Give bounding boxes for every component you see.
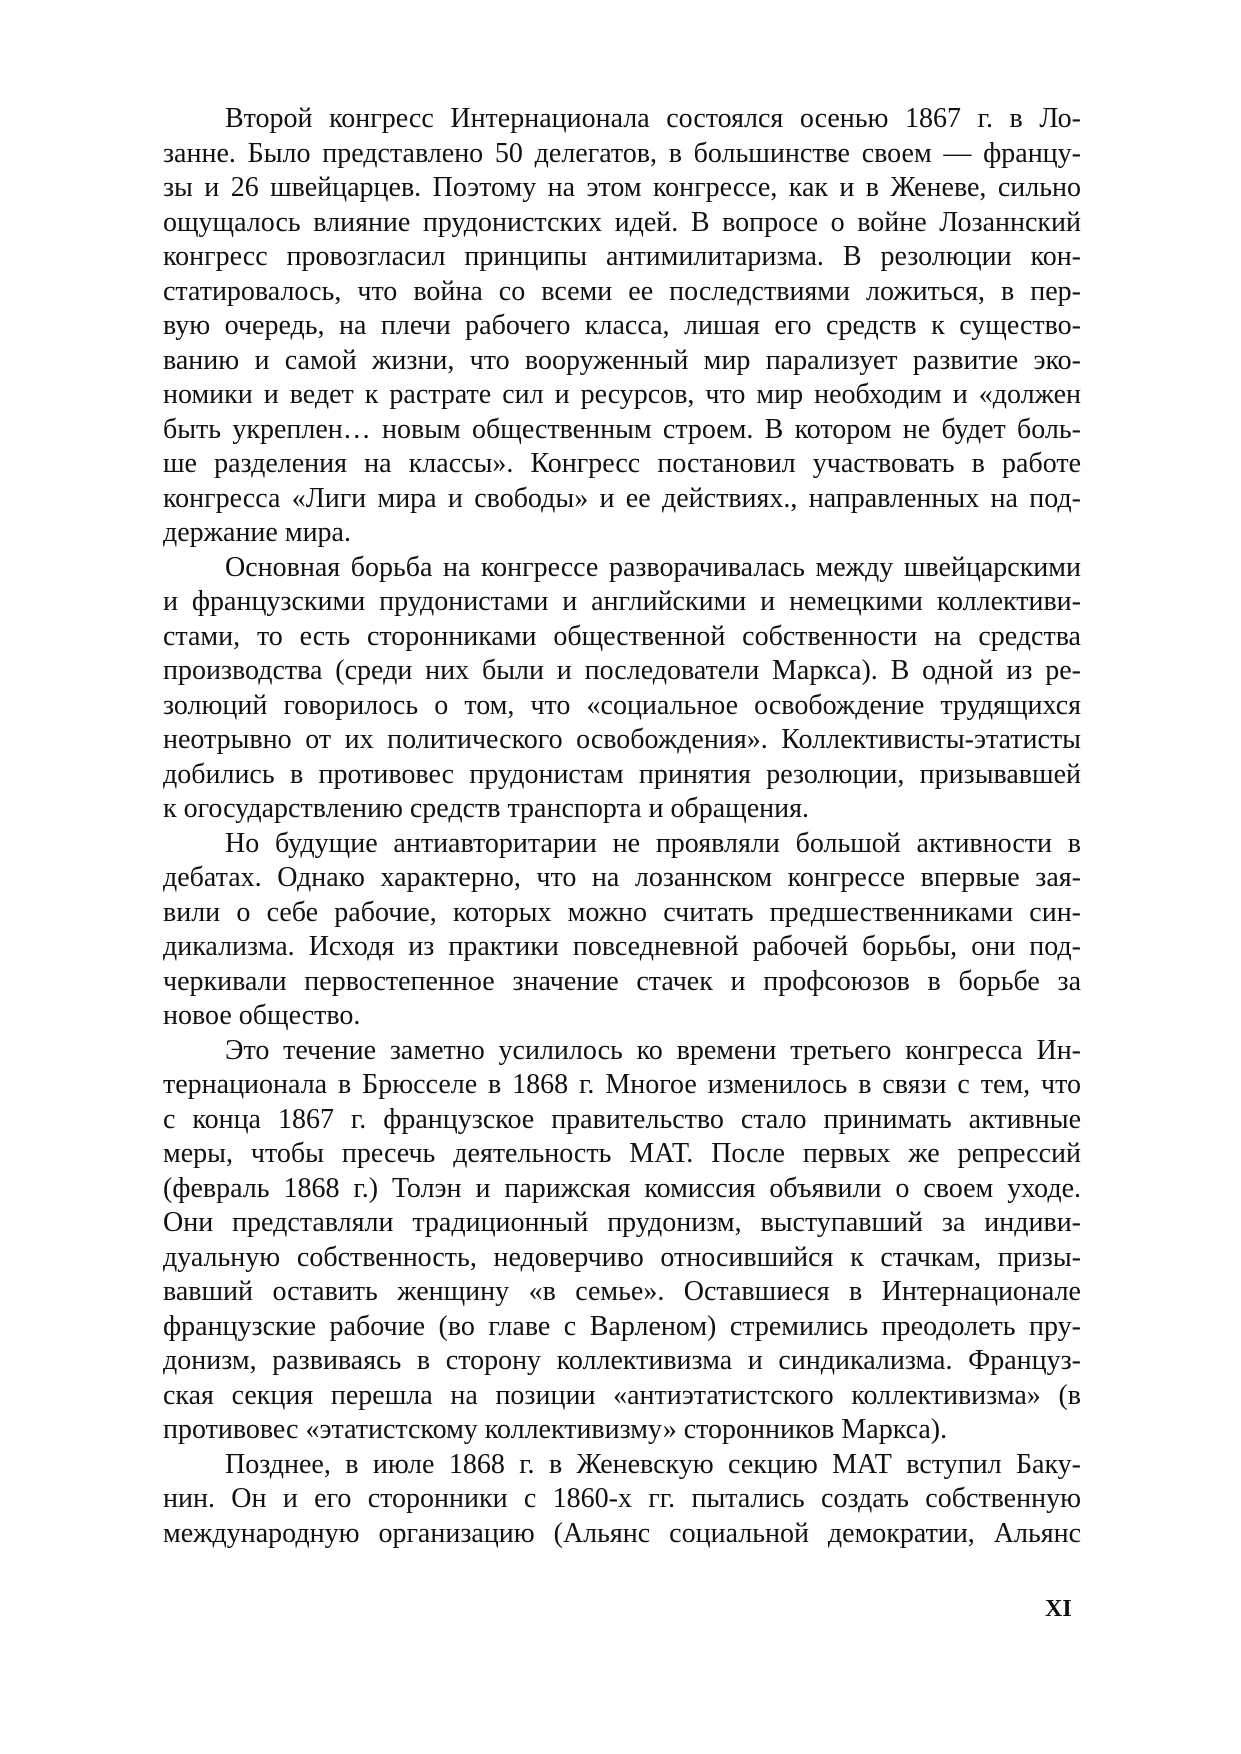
text-line: дебатах. Однако характерно, что на лозаннском конгрессе впервые зая- [163,862,1081,893]
text-line: конгресс провозгласил принципы антимилитаризма. В резолюции кон- [163,241,1081,272]
body-text [163,102,1081,1551]
text-line: Это течение заметно усилилось ко времени третьего конгресса Ин- [225,1034,1081,1066]
text-line: тернационала в Брюсселе в 1868 г. Многое изменилось в связи с тем, что [163,1069,1081,1100]
text-line: золюций говорилось о том, что «социальное освобождение трудящихся [163,689,1081,721]
text-line: противовес «этатистскому коллективизму» сторонников Маркса). [163,1414,948,1445]
text-line: нин. Он и его сторонники с 1860-х гг. пытались создать собственную [163,1483,1081,1514]
text-line: ощущалось влияние прудонистских идей. В вопросе о войне Лозаннский [163,206,1081,238]
paragraph [163,102,1081,551]
text-line: стами, то есть сторонниками общественной собственности на средства [163,620,1081,652]
text-line: Но будущие антиавторитарии не проявляли большой активности в [225,827,1081,859]
text-line: меры, чтобы пресечь деятельность МАТ. После первых же репрессий [163,1138,1081,1169]
text-line: (февраль 1868 г.) Толэн и парижская комиссия объявили о своем уходе. [163,1172,1081,1204]
text-line: Они представляли традиционный прудонизм, выступавший за индиви- [163,1207,1081,1238]
text-line: занне. Было представлено 50 делегатов, в большинстве своем — францу- [163,137,1081,169]
text-line: и французскими прудонистами и английскими и немецкими коллективи- [163,586,1081,617]
text-line: быть укреплен… новым общественным строем. В котором не будет боль- [163,413,1081,445]
text-line: дикализма. Исходя из практики повседневной рабочей борьбы, они под- [163,931,1081,962]
text-line: с конца 1867 г. французское правительство стало принимать активные [163,1103,1081,1135]
text-line: французские рабочие (во главе с Варленом) стремились преодолеть пру- [163,1310,1081,1342]
text-line: международную организацию (Альянс социальной демократии, Альянс [163,1517,1081,1549]
text-line: добились в противовес прудонистам принятия резолюции, призывавшей [163,758,1081,790]
paragraph [163,1448,1081,1552]
paragraph [163,551,1081,827]
text-line: дуальную собственность, недоверчиво относившийся к стачкам, призы- [163,1241,1081,1273]
text-line: донизм, развиваясь в сторону коллективизма и синдикализма. Француз- [163,1345,1081,1376]
paragraph [163,1034,1081,1448]
text-line: Позднее, в июле 1868 г. в Женевскую секцию МАТ вступил Баку- [225,1448,1081,1480]
text-line: Второй конгресс Интернационала состоялся осенью 1867 г. в Ло- [225,103,1081,134]
text-line: вавший оставить женщину «в семье». Оставшиеся в Интернационале [163,1276,1081,1307]
text-line: ская секция перешла на позиции «антиэтатистского коллективизма» (в [163,1379,1081,1411]
text-line: вую очередь, на плечи рабочего класса, лишая его средств к существо- [163,310,1081,341]
text-line: Основная борьба на конгрессе разворачивалась между швейцарскими [225,551,1081,583]
text-line: конгресса «Лиги мира и свободы» и ее действиях., направленных на под- [163,482,1081,514]
text-line: статировалось, что война со всеми ее последствиями ложиться, в пер- [163,275,1081,307]
page-number: XI [1045,1596,1072,1622]
text-line: новое общество. [163,1000,361,1031]
text-line: к огосударствлению средств транспорта и обращения. [163,793,810,824]
text-line: ванию и самой жизни, что вооруженный мир парализует развитие эко- [163,344,1081,376]
text-line: зы и 26 швейцарцев. Поэтому на этом конгрессе, как и в Женеве, сильно [163,172,1081,203]
text-line: вили о себе рабочие, которых можно считать предшественниками син- [163,896,1081,928]
text-line: черкивали первостепенное значение стачек и профсоюзов в борьбе за [163,965,1081,997]
text-line: неотрывно от их политического освобождения». Коллективисты-этатисты [163,724,1081,755]
paragraph [163,827,1081,1034]
text-line: производства (среди них были и последователи Маркса). В одной из ре- [163,655,1081,686]
text-line: ше разделения на классы». Конгресс постановил участвовать в работе [163,448,1081,479]
text-line: держание мира. [163,517,351,548]
text-line: номики и ведет к растрате сил и ресурсов, что мир необходим и «должен [163,379,1081,410]
